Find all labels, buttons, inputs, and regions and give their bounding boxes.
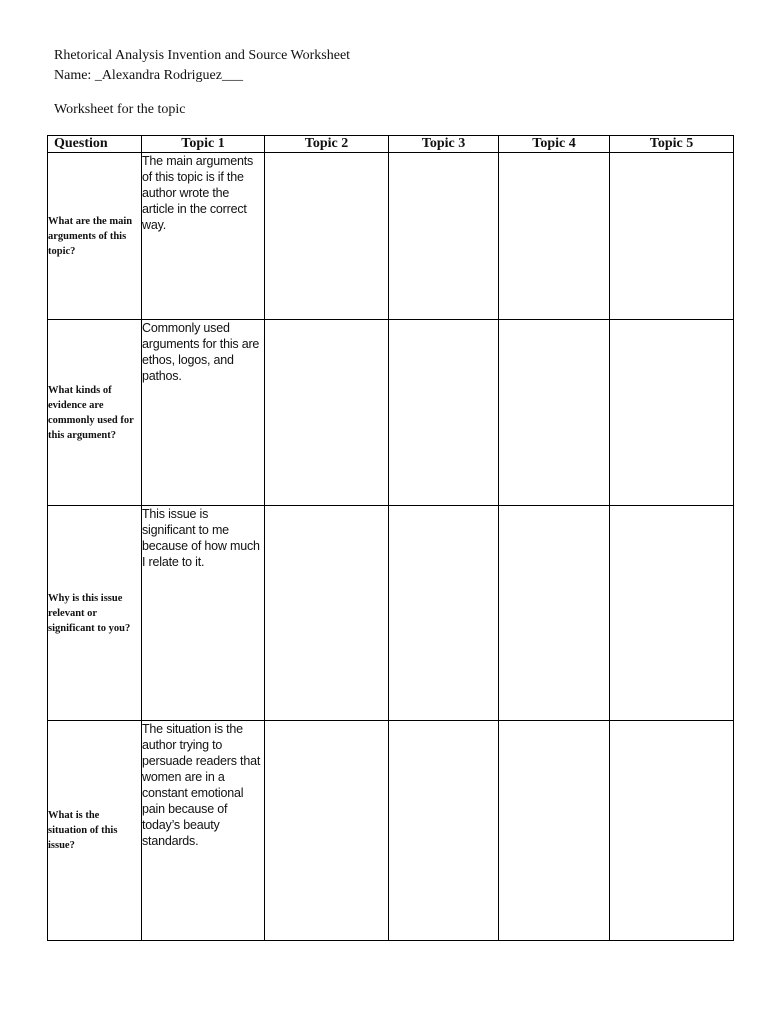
answer-cell-topic-1[interactable]: This issue is significant to me because of how much I relate to it. xyxy=(142,506,265,721)
table-row xyxy=(48,153,734,320)
document-header xyxy=(54,46,350,86)
worksheet-subtitle: Worksheet for the topic xyxy=(54,102,186,117)
header-question: Question xyxy=(48,136,142,153)
answer-cell-topic-3[interactable] xyxy=(389,506,499,721)
answer-cell-topic-1[interactable]: Commonly used arguments for this are ethos, logos, and pathos. xyxy=(142,320,265,506)
answer-cell-topic-4[interactable] xyxy=(499,153,610,320)
answer-cell-topic-1[interactable]: The situation is the author trying to persuade readers that women are in a constant emotional pain because of today’s beauty standards. xyxy=(142,721,265,941)
answer-cell-topic-2[interactable] xyxy=(265,153,389,320)
answer-cell-topic-5[interactable] xyxy=(610,153,734,320)
header-topic-3: Topic 3 xyxy=(389,136,499,153)
answer-cell-topic-4[interactable] xyxy=(499,320,610,506)
answer-cell-topic-5[interactable] xyxy=(610,506,734,721)
header-topic-2: Topic 2 xyxy=(265,136,389,153)
question-cell: What is the situation of this issue? xyxy=(48,721,142,941)
header-topic-5: Topic 5 xyxy=(610,136,734,153)
answer-cell-topic-4[interactable] xyxy=(499,506,610,721)
question-cell: Why is this issue relevant or significant to you? xyxy=(48,506,142,721)
answer-cell-topic-3[interactable] xyxy=(389,153,499,320)
answer-cell-topic-5[interactable] xyxy=(610,320,734,506)
header-topic-4: Topic 4 xyxy=(499,136,610,153)
answer-cell-topic-3[interactable] xyxy=(389,721,499,941)
worksheet-table xyxy=(47,135,734,941)
answer-cell-topic-2[interactable] xyxy=(265,506,389,721)
answer-cell-topic-1[interactable]: The main arguments of this topic is if the author wrote the article in the correct way. xyxy=(142,153,265,320)
table-header-row xyxy=(48,136,734,153)
question-cell: What are the main arguments of this topic? xyxy=(48,153,142,320)
answer-cell-topic-5[interactable] xyxy=(610,721,734,941)
answer-cell-topic-3[interactable] xyxy=(389,320,499,506)
table-row xyxy=(48,320,734,506)
table-row xyxy=(48,721,734,941)
answer-cell-topic-2[interactable] xyxy=(265,320,389,506)
document-title: Rhetorical Analysis Invention and Source Worksheet xyxy=(54,48,351,63)
answer-cell-topic-2[interactable] xyxy=(265,721,389,941)
header-topic-1: Topic 1 xyxy=(142,136,265,153)
answer-cell-topic-4[interactable] xyxy=(499,721,610,941)
question-cell: What kinds of evidence are commonly used for this argument? xyxy=(48,320,142,506)
table-row xyxy=(48,506,734,721)
name-line: Name: _Alexandra Rodriguez___ xyxy=(54,68,243,83)
